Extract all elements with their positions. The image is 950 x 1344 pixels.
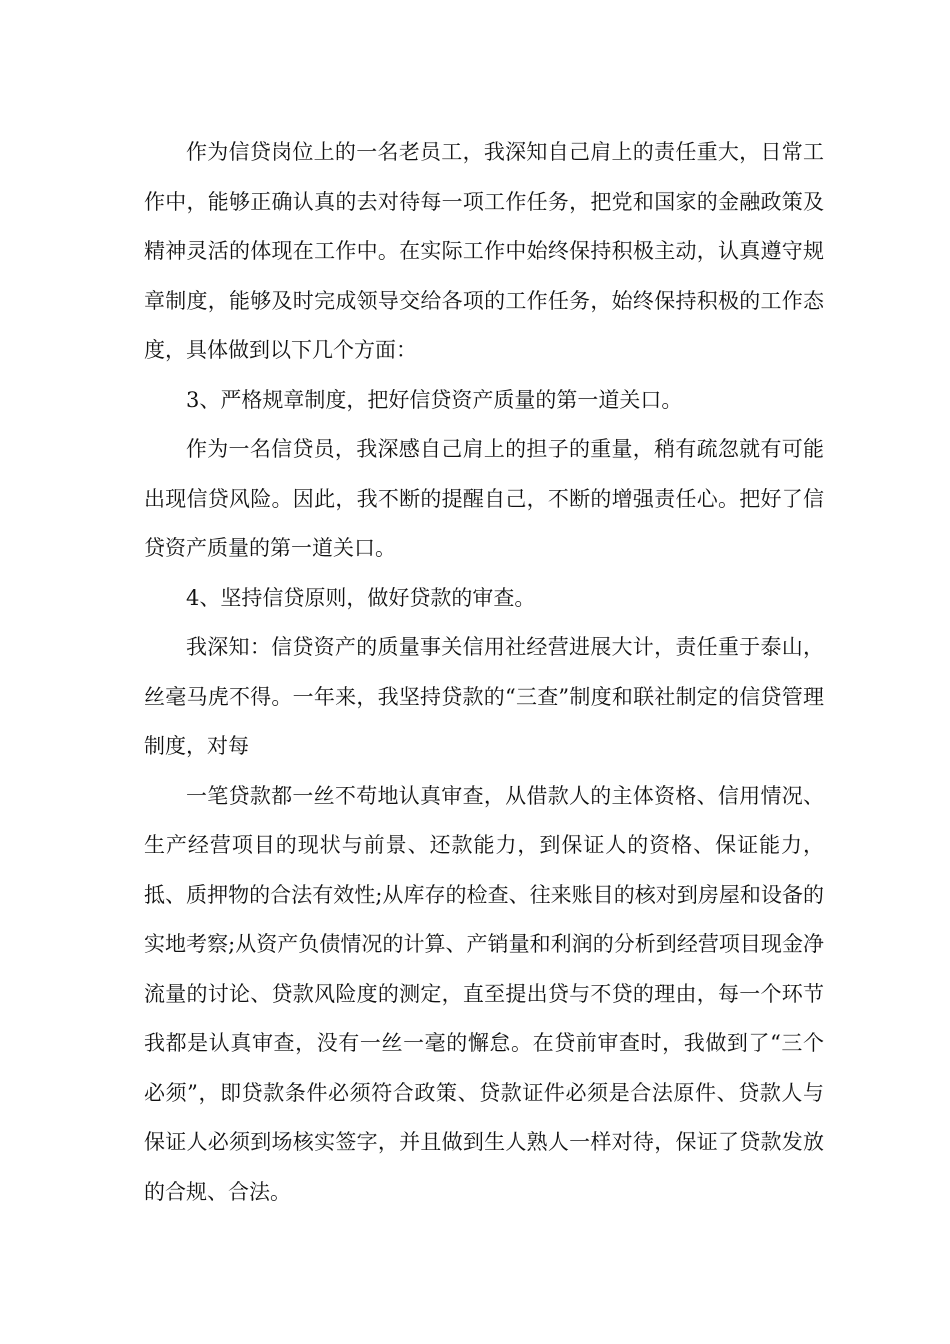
paragraph-review-details: 一笔贷款都一丝不苟地认真审查，从借款人的主体资格、信用情况、生产经营项目的现状与前景、还款能力，到保证人的资格、保证能力，抵、质押物的合法有效性;从库存的检查、往来账目的核对到房屋和设备的实地考察;从资产负债情况的计算、产销量和利润的分析到经营项目现金净流量的讨论、贷款风险度的测定，直至提出贷与不贷的理由，每一个环节我都是认真审查，没有一丝一毫的懈怠。在贷前审查时，我做到了“三个必须”，即贷款条件必须符合政策、贷款证件必须是合法原件、贷款人与保证人必须到场核实签字，并且做到生人熟人一样对待，保证了贷款发放的合规、合法。 [144,783,824,1204]
document-page [144,128,824,1217]
paragraph-section-4: 我深知：信贷资产的质量事关信用社经营进展大计，责任重于泰山，丝毫马虎不得。一年来，我坚持贷款的“三查”制度和联社制定的信贷管理制度，对每 [144,635,824,758]
paragraph-intro: 作为信贷岗位上的一名老员工，我深知自己肩上的责任重大，日常工作中，能够正确认真的去对待每一项工作任务，把党和国家的金融政策及精神灵活的体现在工作中。在实际工作中始终保持积极主动，认真遵守规章制度，能够及时完成领导交给各项的工作任务，始终保持积极的工作态度，具体做到以下几个方面： [144,140,824,362]
section-heading-3: 3、严格规章制度，把好信贷资产质量的第一道关口。 [186,387,683,412]
section-heading-4: 4、坚持信贷原则，做好贷款的审查。 [186,585,536,610]
paragraph-section-3: 作为一名信贷员，我深感自己肩上的担子的重量，稍有疏忽就有可能出现信贷风险。因此，我不断的提醒自己，不断的增强责任心。把好了信贷资产质量的第一道关口。 [144,437,824,560]
